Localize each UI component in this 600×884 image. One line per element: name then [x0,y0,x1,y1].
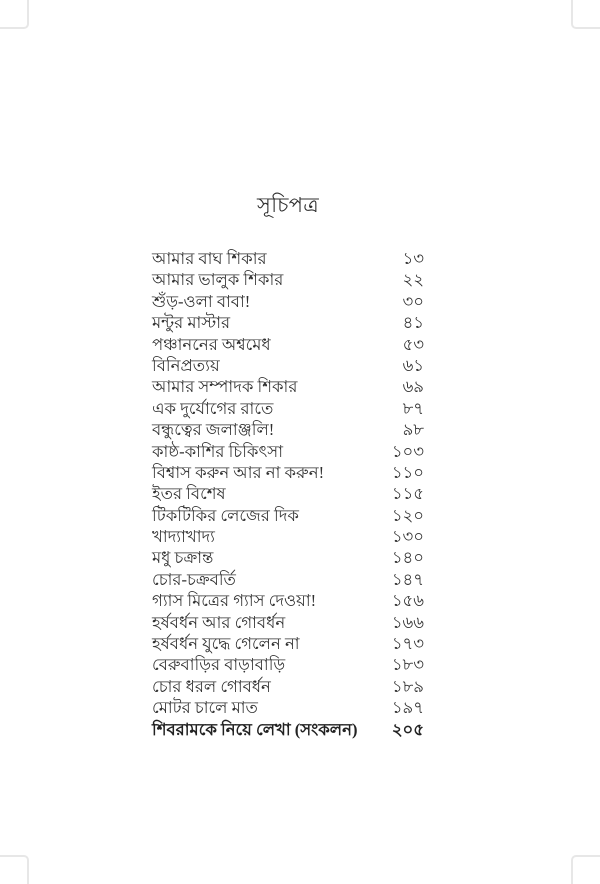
toc-entry [152,569,424,590]
entry-page-number: ১৩ [402,249,424,268]
corner-mark-top-right [571,0,600,29]
entry-title: মন্টুর মাস্টার [152,313,231,333]
toc-entry [152,676,424,697]
entry-page-number: ৩০ [402,291,424,311]
toc-entry [152,419,424,440]
entry-page-number: ৫৩ [402,334,424,354]
entry-title: টিকটিকির লেজের দিক [152,505,299,525]
corner-mark-bottom-right [571,855,600,884]
toc-entry [152,633,424,654]
entry-title: শুঁড়-ওলা বাবা! [152,291,251,311]
entry-title: আমার ভালুক শিকার [152,270,284,290]
entry-title: খাদ্যাখাদ্য [152,527,215,547]
entry-page-number: ১৮৯ [391,676,424,696]
entry-title: বিনিপ্রত্যয় [152,355,220,375]
entry-title: মোটর চালে মাত [152,698,258,718]
entry-title: ইতর বিশেষ [152,484,226,504]
entry-page-number: ২০৫ [391,719,424,739]
toc-entry [152,248,424,269]
entry-title: বেরুবাড়ির বাড়াবাড়ি [152,655,286,675]
toc-entry [152,398,424,419]
toc-entry [152,355,424,376]
entry-page-number: ৬১ [402,355,424,375]
toc-entries [152,248,424,740]
toc-entry [152,719,424,740]
entry-page-number: ১৬৬ [391,612,424,632]
entry-title: চোর ধরল গোবর্ধন [152,676,271,696]
toc-entry [152,526,424,547]
entry-page-number: ১৩০ [391,527,424,547]
entry-title: বন্ধুত্বের জলাঞ্জলি! [152,420,275,440]
entry-title: কাষ্ঠ-কাশির চিকিৎসা [152,441,283,461]
corner-mark-bottom-left [0,855,29,884]
toc-entry [152,483,424,504]
toc-entry [152,505,424,526]
entry-page-number: ১৯৭ [391,698,424,718]
toc-entry [152,334,424,355]
toc-entry [152,269,424,290]
toc-entry [152,441,424,462]
entry-page-number: ৬৯ [402,377,424,397]
entry-page-number: ৮৭ [402,398,424,418]
entry-page-number: ১১০ [391,462,424,482]
entry-title: পঞ্চাননের অশ্বমেধ [152,334,271,354]
entry-page-number: ১১৫ [391,484,424,504]
entry-page-number: ৯৮ [402,420,424,440]
toc-entry [152,612,424,633]
entry-title: আমার সম্পাদক শিকার [152,377,298,397]
toc-entry [152,462,424,483]
entry-title: হর্ষবর্ধন আর গোবর্ধন [152,612,286,632]
entry-title: চোর-চক্রবর্তি [152,569,236,589]
entry-title: এক দুর্যোগের রাতে [152,398,274,418]
toc-entry [152,291,424,312]
entry-page-number: ১৪৭ [391,569,424,589]
entry-title: শিবরামকে নিয়ে লেখা (সংকলন) [152,719,358,739]
entry-page-number: ১৮৩ [391,655,424,675]
toc-container [152,192,424,740]
toc-entry [152,376,424,397]
entry-title: গ্যাস মিত্রের গ্যাস দেওয়া! [152,591,317,611]
toc-entry [152,697,424,718]
toc-entry [152,654,424,675]
entry-title: মধু চক্রান্ত [152,548,214,568]
entry-page-number: ১৪০ [391,548,424,568]
entry-page-number: ১৭৩ [391,634,424,654]
entry-page-number: ১৫৬ [391,591,424,611]
entry-title: হর্ষবর্ধন যুদ্ধে গেলেন না [152,634,300,654]
entry-title: বিশ্বাস করুন আর না করুন! [152,462,325,482]
entry-page-number: ১০৩ [391,441,424,461]
corner-mark-top-left [0,0,29,29]
entry-page-number: ২২ [402,270,424,290]
entry-title: আমার বাঘ শিকার [152,249,267,268]
toc-entry [152,312,424,333]
toc-entry [152,547,424,568]
page-title: সূচিপত্র [256,193,320,217]
entry-page-number: ৪১ [402,313,424,333]
entry-page-number: ১২০ [391,505,424,525]
toc-entry [152,590,424,611]
